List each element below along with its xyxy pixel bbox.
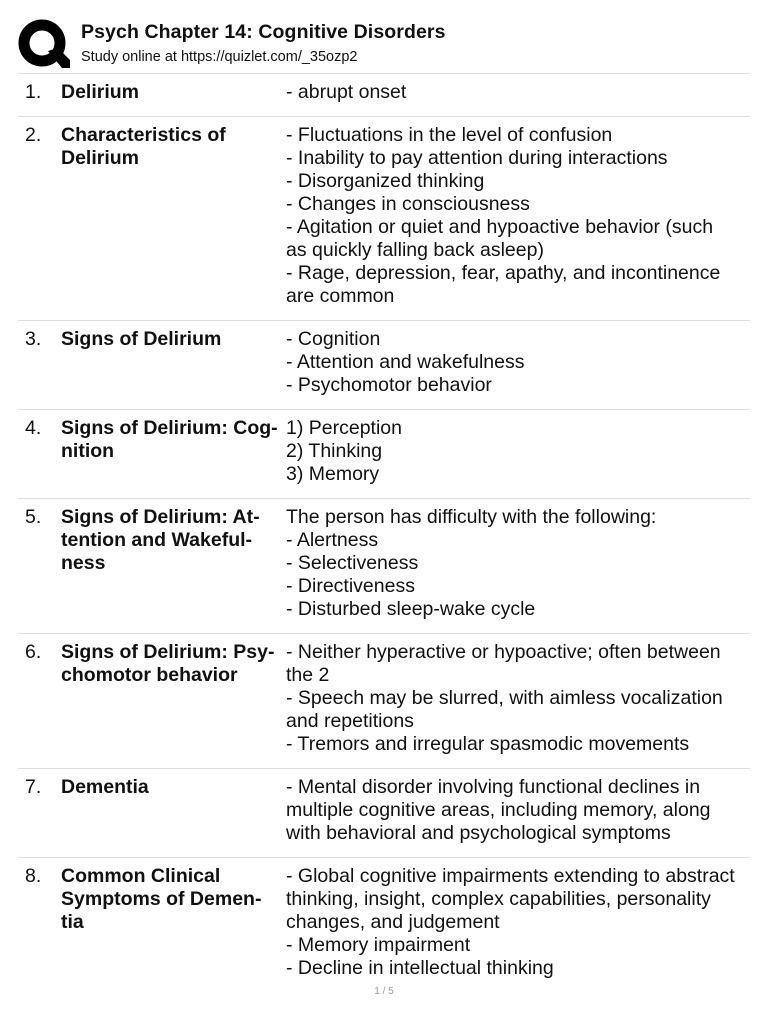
- card-definition: [286, 506, 750, 621]
- term-line: Dementia: [61, 776, 149, 798]
- definition-line: - Cognition: [286, 328, 381, 350]
- card-number: 2.: [25, 124, 42, 146]
- card-number: 3.: [25, 328, 42, 350]
- flashcard-row: [18, 857, 750, 992]
- term-line: Delirium: [61, 147, 140, 169]
- card-term: [61, 81, 286, 104]
- flashcard-row: [18, 320, 750, 409]
- term-line: Symptoms of Demen-: [61, 888, 262, 910]
- definition-line: 3) Memory: [286, 463, 380, 485]
- term-line: Characteristics of: [61, 124, 226, 146]
- definition-line: multiple cognitive areas, including memory, along: [286, 799, 711, 821]
- definition-line: - Mental disorder involving functional declines in: [286, 776, 701, 798]
- page-title: Psych Chapter 14: Cognitive Disorders: [81, 21, 446, 43]
- card-number: 7.: [25, 776, 42, 798]
- definition-line: 2) Thinking: [286, 440, 383, 462]
- definition-line: - Inability to pay attention during interactions: [286, 147, 668, 169]
- card-number: 1.: [25, 81, 42, 103]
- card-definition: [286, 417, 750, 486]
- card-number: 8.: [25, 865, 42, 887]
- term-line: Common Clinical: [61, 865, 221, 887]
- flashcard-row: [18, 116, 750, 320]
- flashcard-list: [18, 73, 750, 992]
- definition-line: - Neither hyperactive or hypoactive; often between: [286, 641, 721, 663]
- term-line: Signs of Delirium: At-: [61, 506, 260, 528]
- term-line: ness: [61, 552, 106, 574]
- quizlet-logo-icon: [18, 18, 70, 70]
- term-line: nition: [61, 440, 115, 462]
- term-line: Signs of Delirium: Psy-: [61, 641, 275, 663]
- term-line: tention and Wakeful-: [61, 529, 253, 551]
- flashcard-row: [18, 409, 750, 498]
- definition-line: - Psychomotor behavior: [286, 374, 492, 396]
- flashcard-row: [18, 633, 750, 768]
- card-term: [61, 641, 286, 756]
- definition-line: the 2: [286, 664, 330, 686]
- definition-line: - Tremors and irregular spasmodic movements: [286, 733, 690, 755]
- page-subtitle: Study online at https://quizlet.com/_35ozp2: [81, 49, 358, 65]
- definition-line: - Disorganized thinking: [286, 170, 485, 192]
- page-number: 1 / 5: [374, 986, 394, 997]
- definition-line: and repetitions: [286, 710, 414, 732]
- definition-line: - Alertness: [286, 529, 379, 551]
- definition-line: - Agitation or quiet and hypoactive behavior (such: [286, 216, 714, 238]
- card-definition: [286, 865, 750, 980]
- card-term: [61, 417, 286, 486]
- term-line: chomotor behavior: [61, 664, 238, 686]
- term-line: Delirium: [61, 81, 140, 103]
- definition-line: The person has difficulty with the following:: [286, 506, 657, 528]
- definition-line: - Rage, depression, fear, apathy, and incontinence: [286, 262, 721, 284]
- card-term: [61, 776, 286, 845]
- card-number: 5.: [25, 506, 42, 528]
- page-header: [18, 18, 750, 74]
- term-line: Signs of Delirium: Cog-: [61, 417, 278, 439]
- definition-line: - Disturbed sleep-wake cycle: [286, 598, 536, 620]
- definition-line: - Changes in consciousness: [286, 193, 530, 215]
- definition-line: - Attention and wakefulness: [286, 351, 525, 373]
- definition-line: - Speech may be slurred, with aimless vocalization: [286, 687, 723, 709]
- card-definition: [286, 776, 750, 845]
- card-number: 6.: [25, 641, 42, 663]
- card-term: [61, 506, 286, 621]
- card-term: [61, 865, 286, 980]
- definition-line: - Selectiveness: [286, 552, 419, 574]
- flashcard-row: [18, 73, 750, 116]
- definition-line: thinking, insight, complex capabilities, personality: [286, 888, 711, 910]
- card-definition: [286, 641, 750, 756]
- flashcard-row: [18, 498, 750, 633]
- card-term: [61, 124, 286, 308]
- definition-line: - Global cognitive impairments extending to abstract: [286, 865, 735, 887]
- definition-line: 1) Perception: [286, 417, 402, 439]
- definition-line: are common: [286, 285, 395, 307]
- definition-line: - Fluctuations in the level of confusion: [286, 124, 613, 146]
- definition-line: - Decline in intellectual thinking: [286, 957, 554, 979]
- card-definition: [286, 328, 750, 397]
- term-line: Signs of Delirium: [61, 328, 222, 350]
- term-line: tia: [61, 911, 84, 933]
- definition-line: - Memory impairment: [286, 934, 471, 956]
- card-definition: [286, 124, 750, 308]
- definition-line: as quickly falling back asleep): [286, 239, 544, 261]
- definition-line: - Directiveness: [286, 575, 415, 597]
- card-term: [61, 328, 286, 397]
- definition-line: changes, and judgement: [286, 911, 500, 933]
- card-definition: [286, 81, 750, 104]
- flashcard-row: [18, 768, 750, 857]
- card-number: 4.: [25, 417, 42, 439]
- definition-line: - abrupt onset: [286, 81, 407, 103]
- definition-line: with behavioral and psychological symptoms: [286, 822, 671, 844]
